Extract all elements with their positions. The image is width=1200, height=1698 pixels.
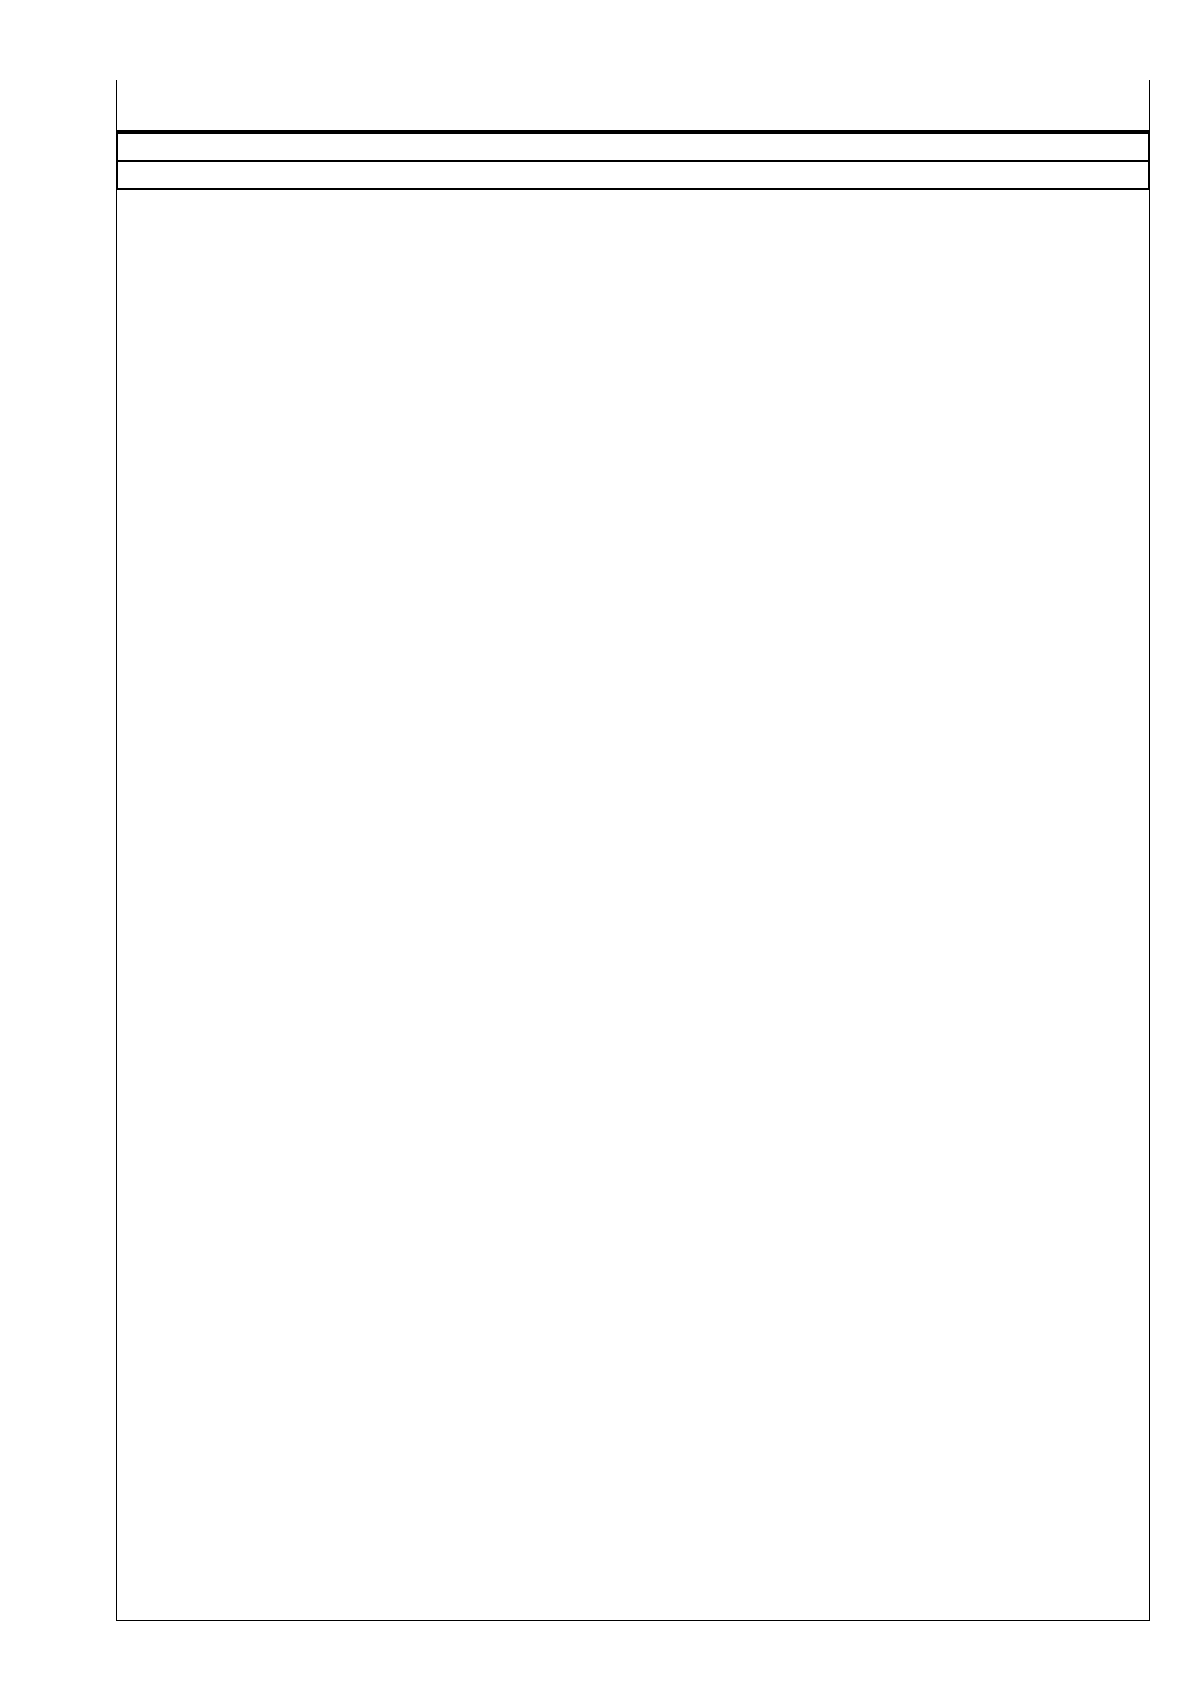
coordinates-table [116, 189, 1150, 1621]
top-row-cells [116, 80, 1150, 132]
banner-top-line [116, 132, 1150, 134]
table-banner [116, 133, 1150, 161]
column-number-header [116, 161, 1150, 189]
